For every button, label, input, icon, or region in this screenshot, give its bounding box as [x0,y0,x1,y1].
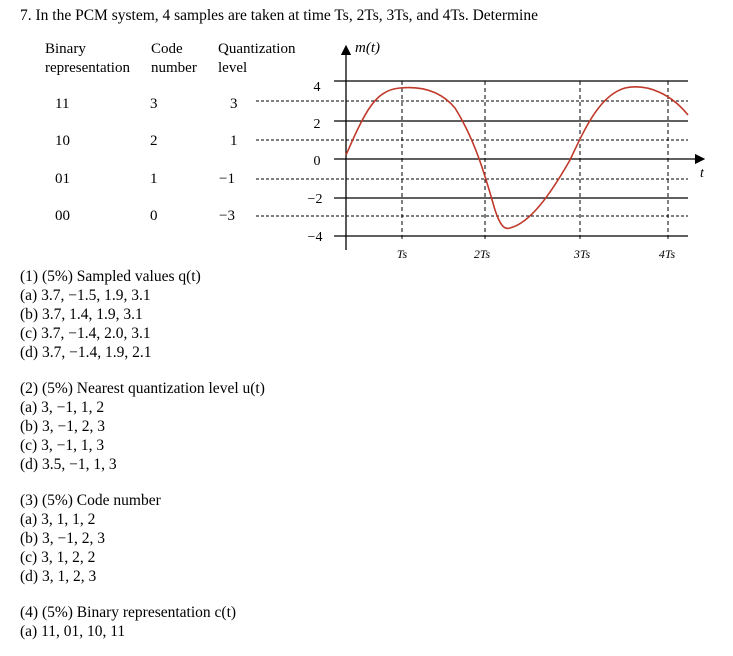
header-level-line-1: Quantization [218,41,296,57]
row-code: 3 [150,96,158,112]
y-tick-0: 0 [313,154,321,169]
option-d: (d) 3.5, −1, 1, 3 [20,456,117,473]
row-level: −1 [219,171,235,187]
option-d: (d) 3.7, −1.4, 1.9, 2.1 [20,344,152,361]
x-axis-label: t [700,166,704,181]
header-code [151,40,197,78]
question-2 [20,379,265,474]
question-3 [20,491,161,586]
question-prompt: (3) (5%) Code number [20,492,161,509]
option-d: (d) 3, 1, 2, 3 [20,568,97,585]
signal-graph [240,35,715,265]
option-b: (b) 3.7, 1.4, 1.9, 3.1 [20,306,143,323]
header-level-line-2: level [218,60,248,76]
row-level: 3 [230,96,238,112]
row-code: 2 [150,133,158,149]
header-binary [45,40,130,78]
y-tick-neg2: −2 [307,192,323,207]
option-b: (b) 3, −1, 2, 3 [20,418,105,435]
x-tick-4ts: 4Ts [658,247,676,261]
question-prompt: (1) (5%) Sampled values q(t) [20,268,201,285]
row-level: 1 [230,133,238,149]
row-code: 0 [150,208,158,224]
question-prompt: (2) (5%) Nearest quantization level u(t) [20,380,265,397]
x-tick-3ts: 3Ts [573,247,591,261]
y-tick-2: 2 [313,117,321,132]
signal-curve [346,87,688,229]
row-level: −3 [219,208,235,224]
option-a: (a) 3, 1, 1, 2 [20,511,96,528]
option-a: (a) 11, 01, 10, 11 [20,623,126,640]
row-binary: 00 [55,208,70,224]
x-tick-ts: Ts [396,247,408,261]
option-b: (b) 3, −1, 2, 3 [20,530,105,547]
row-binary: 10 [55,133,70,149]
option-c: (c) 3.7, −1.4, 2.0, 3.1 [20,325,151,342]
header-code-line-2: number [151,60,197,76]
option-c: (c) 3, 1, 2, 2 [20,549,96,566]
question-prompt: (4) (5%) Binary representation c(t) [20,604,237,621]
question-1 [20,267,201,362]
problem-title: 7. In the PCM system, 4 samples are taken at time Ts, 2Ts, 3Ts, and 4Ts. Determine [20,7,538,24]
y-tick-4: 4 [313,80,321,95]
header-code-line-1: Code [151,41,183,57]
option-a: (a) 3, −1, 1, 2 [20,399,105,416]
row-binary: 11 [55,96,70,112]
x-tick-2ts: 2Ts [473,247,491,261]
option-a: (a) 3.7, −1.5, 1.9, 3.1 [20,287,151,304]
question-4 [20,603,236,641]
y-tick-neg4: −4 [307,230,323,245]
option-c: (c) 3, −1, 1, 3 [20,437,105,454]
header-binary-line-1: Binary [45,41,86,57]
row-code: 1 [150,171,158,187]
row-binary: 01 [55,171,70,187]
header-binary-line-2: representation [45,60,130,76]
y-axis-label: m(t) [355,40,380,56]
